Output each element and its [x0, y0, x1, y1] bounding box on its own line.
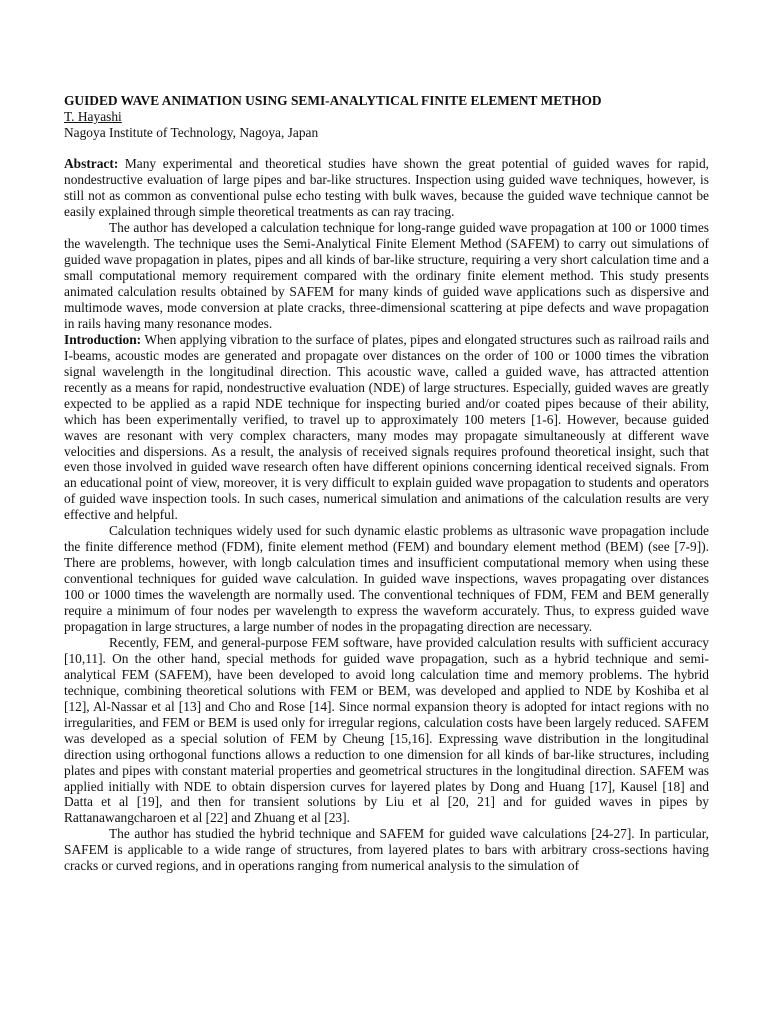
introduction-paragraph-1	[64, 332, 709, 523]
introduction-text-1: When applying vibration to the surface of plates, pipes and elongated structures such as railroad rails and I-beams, acoustic modes are generated and propagate over distances on the order of 100 or 1000 times the vibration signal wavelength in the longitudinal direction. This acoustic wave, called a guided wave, has attracted attention recently as a means for rapid, nondestructive evaluation (NDE) of large structures. Especially, guided waves are greatly expected to be applied as a rapid NDE technique for inspecting buried and/or coated pipes because of their ability, which has been experimentally verified, to travel up to approximately 100 meters [1-6]. However, because guided waves are resonant with very complex characters, many modes may propagate simultaneously at different wave velocities and dispersions. As a result, the analysis of received signals requires profound theoretical insight, such that even those involved in guided wave research often have different opinions concerning identical received signals. From an educational point of view, moreover, it is very difficult to explain guided wave propagation to students and operators of guided wave inspection tools. In such cases, numerical simulation and animations of the calculation results are very effective and helpful.	[64, 331, 710, 523]
abstract-text-1: Many experimental and theoretical studies have shown the great potential of guided waves for rapid, nondestructive evaluation of large pipes and bar-like structures. Inspection using guided wave techniques, however, is still not as common as conventional pulse echo testing with bulk waves, because the guided wave technique cannot be easily explained through simple theoretical treatments as can ray tracing.	[64, 156, 709, 220]
abstract-label: Abstract:	[64, 156, 119, 172]
introduction-paragraph-4: The author has studied the hybrid technique and SAFEM for guided wave calculations [24-27]. In particular, SAFEM is applicable to a wide range of structures, from layered plates to bars with arbitrary cross-sections having cracks or curved regions, and in operations ranging from numerical analysis to the simulation of	[64, 826, 709, 874]
paper-author: T. Hayashi	[64, 108, 122, 124]
paper-affiliation: Nagoya Institute of Technology, Nagoya, Japan	[64, 124, 319, 140]
section-gap	[64, 141, 709, 157]
introduction-paragraph-2: Calculation techniques widely used for such dynamic elastic problems as ultrasonic wave propagation include the finite difference method (FDM), finite element method (FEM) and boundary element method (BEM) (see [7-9]). There are problems, however, with longb calculation times and insufficient computational memory when using these conventional techniques for guided wave calculation. In guided wave inspections, waves propagating over distances 100 or 1000 times the wavelength are normally used. The conventional techniques of FDM, FEM and BEM generally require a minimum of four nodes per wavelength to express the waveform accurately. Thus, to express guided wave propagation in large structures, a large number of nodes in the propagating direction are necessary.	[64, 523, 709, 634]
introduction-label: Introduction:	[64, 331, 142, 347]
paper-title: GUIDED WAVE ANIMATION USING SEMI-ANALYTICAL FINITE ELEMENT METHOD	[64, 93, 602, 108]
abstract-paragraph-2: The author has developed a calculation technique for long-range guided wave propagation at 100 or 1000 times the wavelength. The technique uses the Semi-Analytical Finite Element Method (SAFEM) to carry out simulations of guided wave propagation in plates, pipes and all kinds of bar-like structure, requiring a very short calculation time and a small computational memory requirement compared with the ordinary finite element method. This study presents animated calculation results obtained by SAFEM for many kinds of guided wave applications such as dispersive and multimode waves, mode conversion at plate cracks, three-dimensional scattering at pipe defects and wave propagation in rails having many resonance modes.	[64, 220, 709, 331]
paper-page	[64, 93, 709, 874]
abstract-paragraph-1	[64, 156, 709, 220]
introduction-paragraph-3: Recently, FEM, and general-purpose FEM software, have provided calculation results with sufficient accuracy [10,11]. On the other hand, special methods for guided wave propagation, such as a hybrid technique and semi-analytical FEM (SAFEM), have been developed to avoid long calculation time and memory problems. The hybrid technique, combining theoretical solutions with FEM or BEM, was developed and applied to NDE by Koshiba et al [12], Al-Nassar et al [13] and Cho and Rose [14]. Since normal expansion theory is adopted for intact regions with no irregularities, and FEM or BEM is used only for irregular regions, calculation costs have been largely reduced. SAFEM was developed as a special solution of FEM by Cheung [15,16]. Expressing wave distribution in the longitudinal direction using orthogonal functions allows a reduction to one dimension for all kinds of bar-like structures, including plates and pipes with constant material properties and geometrical structures in the longitudinal direction. SAFEM was applied initially with NDE to obtain dispersion curves for layered plates by Dong and Huang [17], Kausel [18] and Datta et al [19], and then for transient solutions by Liu et al [20, 21] and for guided waves in pipes by Rattanawangcharoen et al [22] and Zhuang et al [23].	[64, 634, 709, 826]
